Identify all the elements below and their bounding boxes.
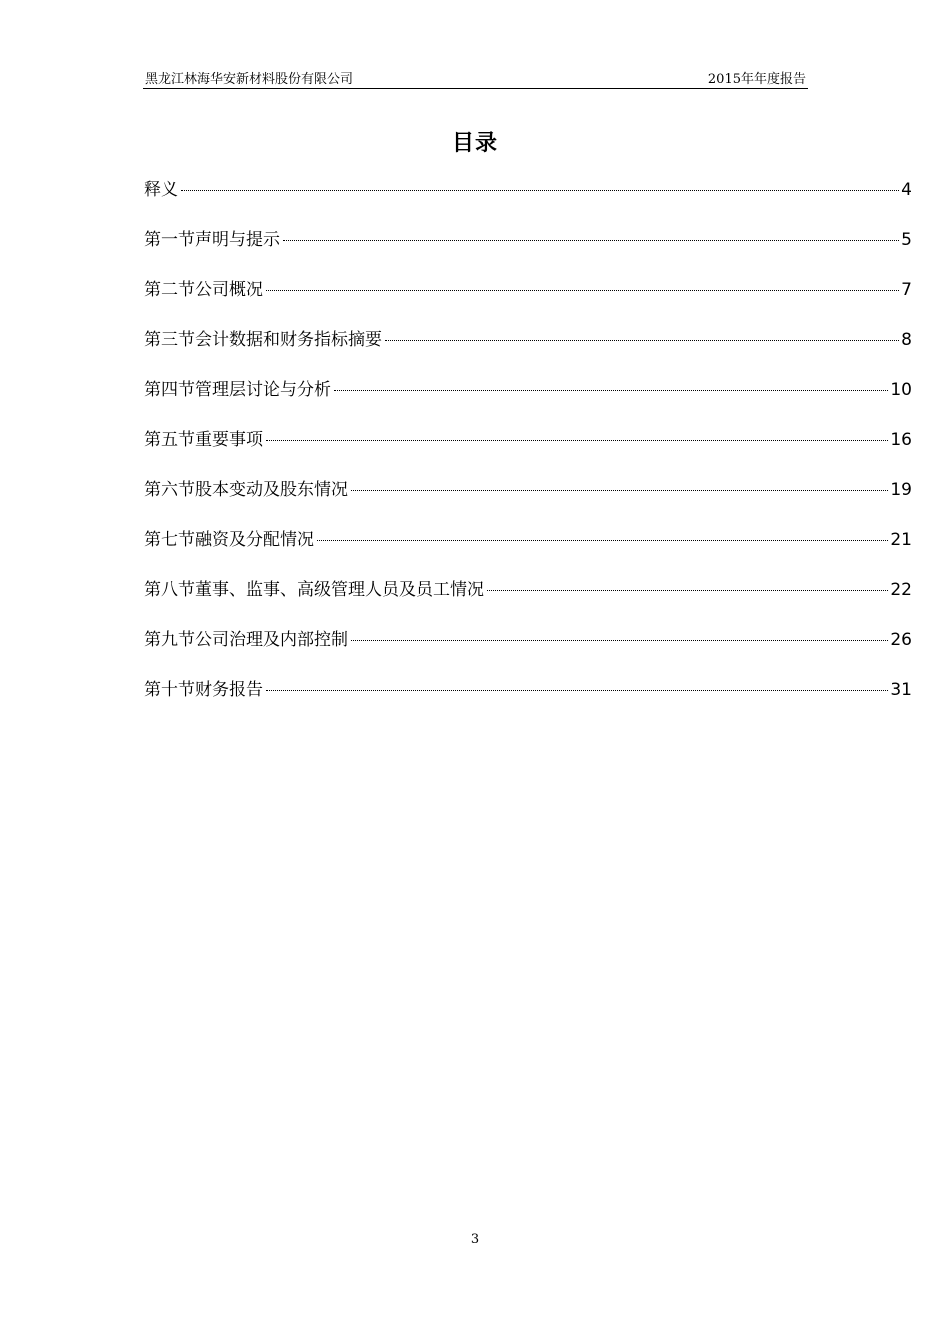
toc-entry-section-2[interactable] [144,276,912,326]
toc-title: 目录 [451,131,498,156]
toc-entry-label: 第九节公司治理及内部控制 [144,630,348,650]
header-company-name: 黑龙江林海华安新材料股份有限公司 [145,72,354,87]
toc-entry-page: 26 [890,630,912,650]
toc-entry-label: 第十节财务报告 [144,680,263,700]
toc-dot-leader [334,390,888,391]
toc-entry-label: 第七节融资及分配情况 [144,530,314,550]
toc-entry-section-10[interactable] [144,676,912,726]
toc-entry-page: 16 [890,430,912,450]
toc-entry-label: 第四节管理层讨论与分析 [144,380,331,400]
toc-dot-leader [266,290,899,291]
toc-entry-page: 5 [901,230,912,250]
toc-entry-page: 4 [901,180,912,200]
toc-entry-label: 第八节董事、监事、高级管理人员及员工情况 [144,580,484,600]
toc-entry-definitions[interactable] [144,176,912,226]
toc-entry-page: 22 [890,580,912,600]
toc-entry-section-8[interactable] [144,576,912,626]
toc-entry-page: 19 [890,480,912,500]
page-number: 3 [470,1232,480,1247]
toc-entry-label: 第五节重要事项 [144,430,263,450]
running-header [143,66,808,89]
toc-dot-leader [351,640,888,641]
toc-entry-section-3[interactable] [144,326,912,376]
toc-entry-label: 第六节股本变动及股东情况 [144,480,348,500]
toc-dot-leader [487,590,888,591]
toc-dot-leader [317,540,888,541]
toc-entry-section-6[interactable] [144,476,912,526]
toc-entry-section-4[interactable] [144,376,912,426]
toc-entry-section-5[interactable] [144,426,912,476]
toc-dot-leader [385,340,899,341]
toc-entry-label: 释义 [144,180,178,200]
toc-entry-page: 31 [890,680,912,700]
toc-entry-section-1[interactable] [144,226,912,276]
toc-dot-leader [181,190,899,191]
toc-entry-section-7[interactable] [144,526,912,576]
toc-entry-label: 第三节会计数据和财务指标摘要 [144,330,382,350]
table-of-contents [144,176,912,726]
toc-entry-page: 10 [890,380,912,400]
toc-entry-label: 第二节公司概况 [144,280,263,300]
toc-entry-page: 7 [901,280,912,300]
toc-entry-page: 8 [901,330,912,350]
toc-dot-leader [283,240,899,241]
toc-entry-section-9[interactable] [144,626,912,676]
toc-dot-leader [266,690,888,691]
header-report-name: 2015年年度报告 [707,72,806,87]
toc-dot-leader [266,440,888,441]
toc-entry-page: 21 [890,530,912,550]
toc-dot-leader [351,490,888,491]
toc-entry-label: 第一节声明与提示 [144,230,280,250]
